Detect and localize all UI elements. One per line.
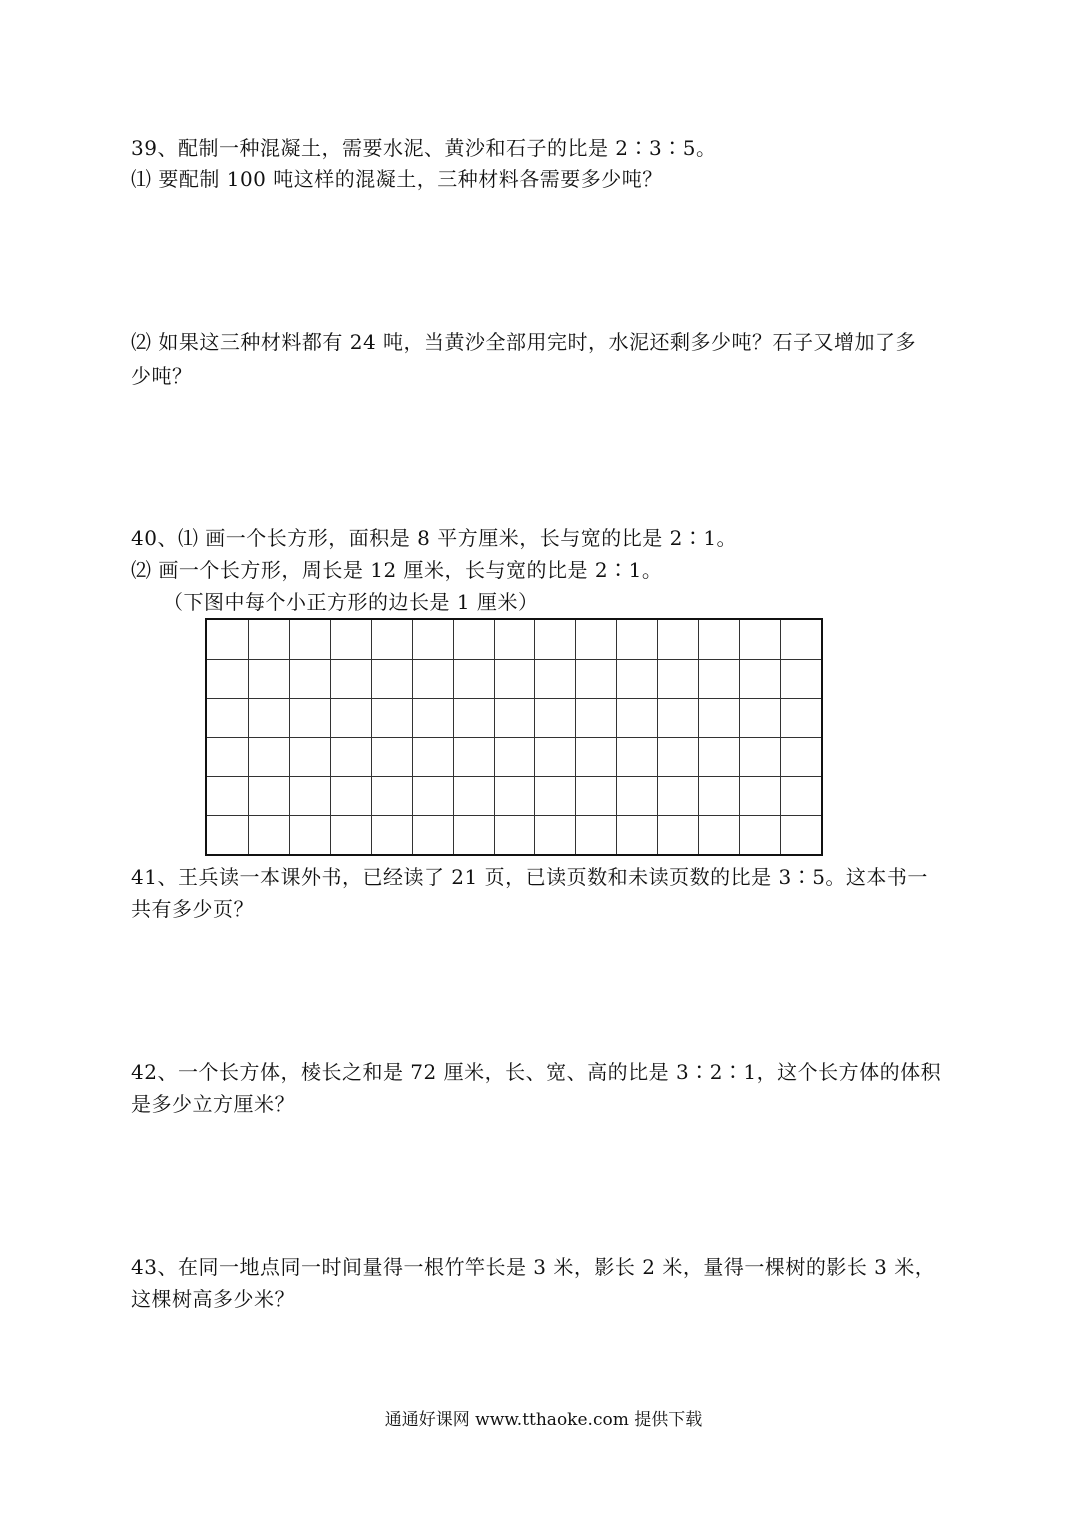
q42-line2: 是多少立方厘米？ [131,1092,295,1116]
q40-part1: 40、⑴ 画一个长方形，面积是 8 平方厘米，长与宽的比是 2∶1。 [131,526,738,550]
q39-part1: ⑴ 要配制 100 吨这样的混凝土，三种材料各需要多少吨？ [131,167,663,191]
q43-line1: 43、在同一地点同一时间量得一根竹竿长是 3 米，影长 2 米，量得一棵树的影长 3 米， [131,1255,936,1279]
q41-line2: 共有多少页？ [131,897,254,921]
q40-grid-note: （下图中每个小正方形的边长是 1 厘米） [163,590,539,614]
grid-line-horizontal [207,815,821,816]
q39-part2-line1: ⑵ 如果这三种材料都有 24 吨，当黄沙全部用完时，水泥还剩多少吨？石子又增加了多 [131,330,917,354]
q43-line2: 这棵树高多少米？ [131,1287,295,1311]
q41-line1: 41、王兵读一本课外书，已经读了 21 页，已读页数和未读页数的比是 3∶5。这本书一 [131,865,928,889]
q40-part2: ⑵ 画一个长方形，周长是 12 厘米，长与宽的比是 2∶1。 [131,558,663,582]
footer-source: 通通好课网 www.tthaoke.com 提供下载 [384,1410,703,1430]
grid-line-horizontal [207,737,821,738]
grid-line-horizontal [207,659,821,660]
drawing-grid[interactable] [205,618,823,856]
q39-part2-line2: 少吨？ [131,364,193,388]
q39-stem: 39、配制一种混凝土，需要水泥、黄沙和石子的比是 2∶3∶5。 [131,136,717,160]
grid-line-horizontal [207,776,821,777]
grid-line-horizontal [207,698,821,699]
q42-line1: 42、一个长方体，棱长之和是 72 厘米，长、宽、高的比是 3∶2∶1，这个长方体的体积 [131,1060,942,1084]
